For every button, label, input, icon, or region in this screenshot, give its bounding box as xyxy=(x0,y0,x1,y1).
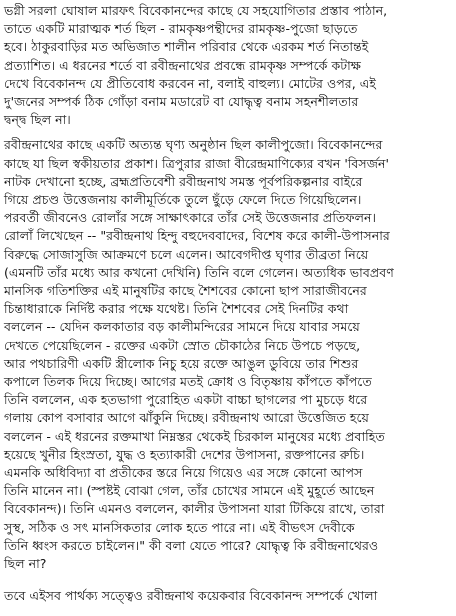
paragraph-3: তবে এইসব পার্থক্য সত্ত্বেও রবীন্দ্রনাথ কয়েকবার বিবেকানন্দ সম্পর্কে খোলা xyxy=(4,588,378,604)
paragraph-2: রবীন্দ্রনাথের কাছে একটি অত্যন্ত ঘৃণ্য অনুষ্ঠান ছিল কালীপুজো। বিবেকানন্দের কাছে যা ছিল স্বকীয়তার প্রকাশ। ত্রিপুরার রাজা বীরেন্দ্রমাণিক্যের বখন 'বিসর্জন' নাটক দেখানো হচ্ছে, ব্রহ্মপ্রতিবেশী রবীন্দ্রনাথ সমস্ত পূর্বপরিকল্পনার বাইরে গিয়ে প্রচণ্ড উত্তেজনায় কালীমূর্তিকে তুলে ছুঁড়ে ফেলে দিতে গিয়েছিলেন। পরবর্তী জীবনেও রোলাঁর সঙ্গে সাক্ষাৎকারে তাঁর সেই উত্তেজনার প্রতিফলন। রোলাঁ লিখেছেন -- "রবীন্দ্রনাথ হিন্দু বহুদেববাদের, বিশেষ করে কালী-উপাসনার বিরুদ্ধে সোজাসুজি আক্রমণে চলে এলেন। আবেগদীপ্ত ঘৃণার তীব্রতা নিয়ে (এমনটি তাঁর মধ্যে আর কখনো দেখিনি) তিনি বলে গেলেন। অত্যধিক ভাবপ্রবণ মানসিক গতিশক্তির এই মানুষটির কাছে শৈশবের কোনো ছাপ সারাজীবনের চিন্তাধারাকে নির্দিষ্ট করার পক্ষে যথেষ্ট। তিনি শৈশবের সেই দিনটির কথা বললেন -- যেদিন কলকাতার বড় কালীমন্দিরের সামনে দিয়ে যাবার সময়ে দেখতে পেয়েছিলেন - রক্তের একটা স্রোত চৌকাঠের নিচে উপচে পড়ছে, আর পথচারিণী একটি স্ত্রীলোক নিচু হয়ে রক্তে আঙুল ডুবিয়ে তার শিশুর কপালে তিলক দিয়ে দিচ্ছে। আগের মতই ক্রোধ ও বিতৃষ্ণায় কাঁপতে কাঁপতে তিনি বললেন, এক হতভাগা পুরোহিত একটা বাচ্চা ছাগলের পা মুচড়ে ধরে গলায় কোপ বসাবার আগে ঝাঁকুনি দিচ্ছে। রবীন্দ্রনাথ আরো উত্তেজিত হয়ে বললেন - এই ধরনের রক্তমাখা নিম্নস্তর থেকেই চিরকাল মানুষের মধ্যে প্রবাহিত হয়েছে খুনীর হিংস্রতা, যুদ্ধ ও হত্যাকারী দেশের উপাসনা, রক্তপানের রুচি। এমনকি অধিবিদ্যা বা প্রতীকের স্তরে নিয়ে গিয়েও এর সঙ্গে কোনো আপস তিনি মানেন না। (স্পষ্টই বোঝা গেল, তাঁর চোখের সামনে এই মুহূর্তে আছেন বিবেকানন্দ)। তিনি এমনও বললেন, কালীর উপাসনা যারা টিকিয়ে রাখে, তারা সুস্থ, সঠিক ও সৎ মানসিকতার লোক হতে পারে না। এই বীভৎস দেবীকে তিনি ধ্বংস করতে চাইলেন।" কী বলা যেতে পারে? যোদ্ধৃত্ব কি রবীন্দ্রনাথেরও ছিল না? xyxy=(4,137,394,572)
document-page xyxy=(4,2,454,606)
paragraph-1: ভগ্নী সরলা ঘোষাল মারফৎ বিবেকানন্দের কাছে যে সহযোগিতার প্রস্তাব পাঠান, তাতে একটি মারাত্মক শর্ত ছিল - রামকৃষ্ণপন্থীদের রামকৃষ্ণ-পুজো ছাড়তে হবে। ঠাকুরবাড়ির মত অভিজাত শালীন পরিবার থেকে এরকম শর্ত নিতান্তই প্রত্যাশিত। এ ধরনের শর্তে বা রবীন্দ্রনাথের প্রবন্ধে রামকৃষ্ণ সম্পর্কে কটাক্ষ দেখে বিবেকানন্দ যে প্রীতিবোধ করবেন না, বলাই বাহুল্য। মোটের ওপর, এই দু'জনের সম্পর্ক ঠিক গোঁড়া বনাম মডারেট বা যোদ্ধৃত্ব বনাম সহনশীলতার দ্বন্দ্ব ছিল না। xyxy=(4,3,388,128)
